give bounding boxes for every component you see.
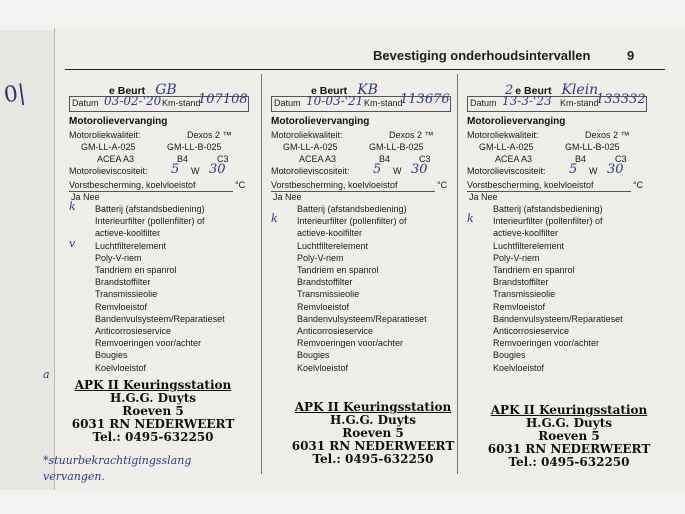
celsius-label: °C — [633, 180, 644, 190]
dexos-spec: Dexos 2 ™ — [585, 130, 630, 140]
w-label: W — [589, 166, 598, 176]
checklist-item: Transmissieolie — [493, 289, 556, 300]
checklist-item: Interieurfilter (pollenfilter) of — [95, 216, 205, 227]
section-heading: Motorolievervanging — [69, 116, 168, 127]
section-heading: Motorolievervanging — [271, 116, 370, 127]
beurt-label: e Beurt — [515, 85, 552, 97]
km-reading: 113676 — [400, 92, 450, 107]
viscosity-label: Motorolieviscositeit: — [467, 166, 546, 176]
gm-b-spec: GM-LL-B-025 — [167, 142, 222, 152]
checklist-item: Koelvloeistof — [297, 362, 349, 373]
checklist-item: Tandriem en spanrol — [95, 265, 177, 275]
checklist-item: Remvoeringen voor/achter — [493, 338, 600, 349]
beurt-number: 2 — [505, 83, 514, 98]
antifreeze-label: Vorstbescherming, koelvloeistof — [69, 180, 196, 190]
checklist-item: Transmissieolie — [95, 289, 158, 300]
mechanic-initials: KB — [357, 82, 378, 98]
checklist-item: Poly-V-riem — [95, 252, 142, 263]
antifreeze-underline — [271, 191, 435, 192]
checklist-item: Brandstoffilter — [95, 277, 151, 288]
beurt-label: e Beurt — [311, 85, 348, 97]
garage-stamp — [53, 379, 253, 444]
viscosity-value-2: 30 — [607, 162, 624, 177]
stamp-line: Roeven 5 — [538, 429, 600, 443]
checklist-item: Remvloeistof — [297, 301, 350, 312]
ja-nee-label: Ja Nee — [71, 192, 100, 202]
ja-nee-label: Ja Nee — [273, 192, 302, 202]
checklist-item: Luchtfilterelement — [95, 240, 167, 251]
km-reading: 133332 — [596, 92, 646, 107]
checklist-item: Tandriem en spanrol — [493, 265, 575, 275]
stamp-line: APK II Keuringsstation — [294, 400, 452, 414]
checklist-item: Bougies — [95, 350, 128, 361]
acea-spec: ACEA A3 — [495, 154, 533, 164]
stamp-line: Roeven 5 — [342, 426, 404, 440]
km-label: Km-stand — [162, 98, 201, 108]
checklist-item: actieve-koolfilter — [297, 228, 363, 239]
oil-quality-label: Motoroliekwaliteit: — [271, 130, 343, 140]
checklist-item: Anticorrosieservice — [493, 326, 570, 336]
handwritten-note: *stuurbekrachtigingsslang — [43, 454, 192, 467]
viscosity-value-2: 30 — [411, 162, 428, 177]
checklist-item: actieve-koolfilter — [95, 228, 161, 239]
service-column — [43, 74, 263, 484]
stamp-line: Roeven 5 — [122, 404, 184, 418]
check-mark: k — [271, 212, 278, 226]
service-column — [269, 74, 465, 484]
dexos-spec: Dexos 2 ™ — [187, 130, 232, 140]
mechanic-initials: GB — [155, 82, 177, 98]
handwritten-note: vervangen. — [43, 470, 105, 483]
checklist-item: Interieurfilter (pollenfilter) of — [493, 216, 603, 227]
c3-spec: C3 — [419, 154, 431, 164]
date-label: Datum — [72, 98, 99, 108]
checklist-item: Koelvloeistof — [95, 362, 147, 373]
antifreeze-underline — [467, 191, 631, 192]
viscosity-value-2: 30 — [209, 162, 226, 177]
checklist-item: Anticorrosieservice — [95, 326, 172, 336]
acea-spec: ACEA A3 — [299, 154, 337, 164]
viscosity-value-1: 5 — [373, 162, 382, 177]
stamp-line: Tel.: 0495-632250 — [312, 452, 434, 466]
antifreeze-label: Vorstbescherming, koelvloeistof — [467, 180, 594, 190]
service-date: 10-03-'21 — [306, 94, 364, 108]
checklist-item: Bandenvulsysteem/Reparatieset — [95, 313, 225, 324]
checklist-item: Koelvloeistof — [493, 362, 545, 373]
km-reading: 107108 — [198, 92, 248, 107]
maintenance-page — [43, 28, 685, 490]
b4-spec: B4 — [575, 154, 587, 164]
viscosity-label: Motorolieviscositeit: — [69, 166, 148, 176]
checklist-item: Brandstoffilter — [493, 277, 549, 288]
checklist-item: Tandriem en spanrol — [297, 265, 379, 275]
viscosity-value-1: 5 — [171, 162, 180, 177]
stamp-line: Tel.: 0495-632250 — [92, 430, 214, 444]
acea-spec: ACEA A3 — [97, 154, 135, 164]
section-heading: Motorolievervanging — [467, 116, 566, 127]
date-label: Datum — [274, 98, 301, 108]
service-column — [465, 74, 661, 484]
date-km-box — [271, 92, 451, 112]
checklist-item: Bandenvulsysteem/Reparatieset — [493, 313, 623, 324]
checklist-item: Remvoeringen voor/achter — [95, 338, 202, 349]
checklist-item: Anticorrosieservice — [297, 326, 374, 336]
stamp-line: H.G.G. Duyts — [525, 416, 613, 430]
checklist-item: Luchtfilterelement — [297, 240, 369, 251]
checklist-item: Batterij (afstandsbediening) — [297, 204, 407, 214]
stamp-line: APK II Keuringsstation — [490, 403, 648, 417]
b4-spec: B4 — [379, 154, 391, 164]
viscosity-label: Motorolieviscositeit: — [271, 166, 350, 176]
gm-a-spec: GM-LL-A-025 — [479, 142, 534, 152]
stamp-line: Tel.: 0495-632250 — [508, 455, 630, 469]
checklist-item: Brandstoffilter — [297, 277, 353, 288]
w-label: W — [393, 166, 402, 176]
page-title: Bevestiging onderhoudsintervallen — [373, 48, 591, 63]
b4-spec: B4 — [177, 154, 189, 164]
checklist-item: Luchtfilterelement — [493, 240, 565, 251]
stamp-line: 6031 RN NEDERWEERT — [291, 439, 455, 453]
margin-scribble: 0| — [2, 80, 28, 109]
km-label: Km-stand — [560, 98, 599, 108]
checklist-item: Remvoeringen voor/achter — [297, 338, 404, 349]
check-mark: k — [69, 200, 76, 213]
garage-stamp — [273, 401, 473, 466]
beurt-label: e Beurt — [109, 85, 146, 97]
checklist-item: Remvloeistof — [95, 301, 148, 312]
antifreeze-underline — [69, 191, 233, 192]
checklist-item: Poly-V-riem — [297, 252, 344, 263]
checklist-item: Batterij (afstandsbediening) — [95, 204, 205, 214]
ja-nee-label: Ja Nee — [469, 192, 498, 202]
stamp-line: APK II Keuringsstation — [74, 378, 232, 392]
handwritten-note: a — [43, 368, 50, 381]
oil-quality-label: Motoroliekwaliteit: — [69, 130, 141, 140]
service-date: 13-3-'23 — [502, 94, 552, 108]
checklist-item: Bougies — [297, 350, 330, 361]
date-km-box — [467, 92, 647, 112]
gm-b-spec: GM-LL-B-025 — [565, 142, 620, 152]
date-label: Datum — [470, 98, 497, 108]
dexos-spec: Dexos 2 ™ — [389, 130, 434, 140]
checklist-item: Poly-V-riem — [493, 252, 540, 263]
antifreeze-label: Vorstbescherming, koelvloeistof — [271, 180, 398, 190]
km-label: Km-stand — [364, 98, 403, 108]
check-mark: k — [467, 212, 474, 226]
checklist-item: Transmissieolie — [297, 289, 360, 300]
celsius-label: °C — [437, 180, 448, 190]
w-label: W — [191, 166, 200, 176]
oil-quality-label: Motoroliekwaliteit: — [467, 130, 539, 140]
mechanic-initials: Klein — [561, 82, 599, 98]
gm-a-spec: GM-LL-A-025 — [283, 142, 338, 152]
checklist-item: actieve-koolfilter — [493, 228, 559, 239]
checklist-item: Batterij (afstandsbediening) — [493, 204, 603, 214]
c3-spec: C3 — [217, 154, 229, 164]
gm-a-spec: GM-LL-A-025 — [81, 142, 136, 152]
checklist-item: Remvloeistof — [493, 301, 546, 312]
checklist-item: Interieurfilter (pollenfilter) of — [297, 216, 407, 227]
checklist-item: Bandenvulsysteem/Reparatieset — [297, 313, 427, 324]
stamp-line: 6031 RN NEDERWEERT — [71, 417, 235, 431]
stamp-line: H.G.G. Duyts — [109, 391, 197, 405]
left-page-edge — [0, 30, 59, 490]
page-number: 9 — [627, 48, 635, 63]
date-km-box — [69, 92, 249, 112]
c3-spec: C3 — [615, 154, 627, 164]
check-mark: v — [69, 236, 76, 250]
viscosity-value-1: 5 — [569, 162, 578, 177]
service-date: 03-02-'20 — [104, 94, 162, 108]
garage-stamp — [469, 404, 669, 469]
stamp-line: H.G.G. Duyts — [329, 413, 417, 427]
gm-b-spec: GM-LL-B-025 — [369, 142, 424, 152]
header-rule — [65, 69, 665, 70]
celsius-label: °C — [235, 180, 246, 190]
stamp-line: 6031 RN NEDERWEERT — [487, 442, 651, 456]
checklist-item: Bougies — [493, 350, 526, 361]
